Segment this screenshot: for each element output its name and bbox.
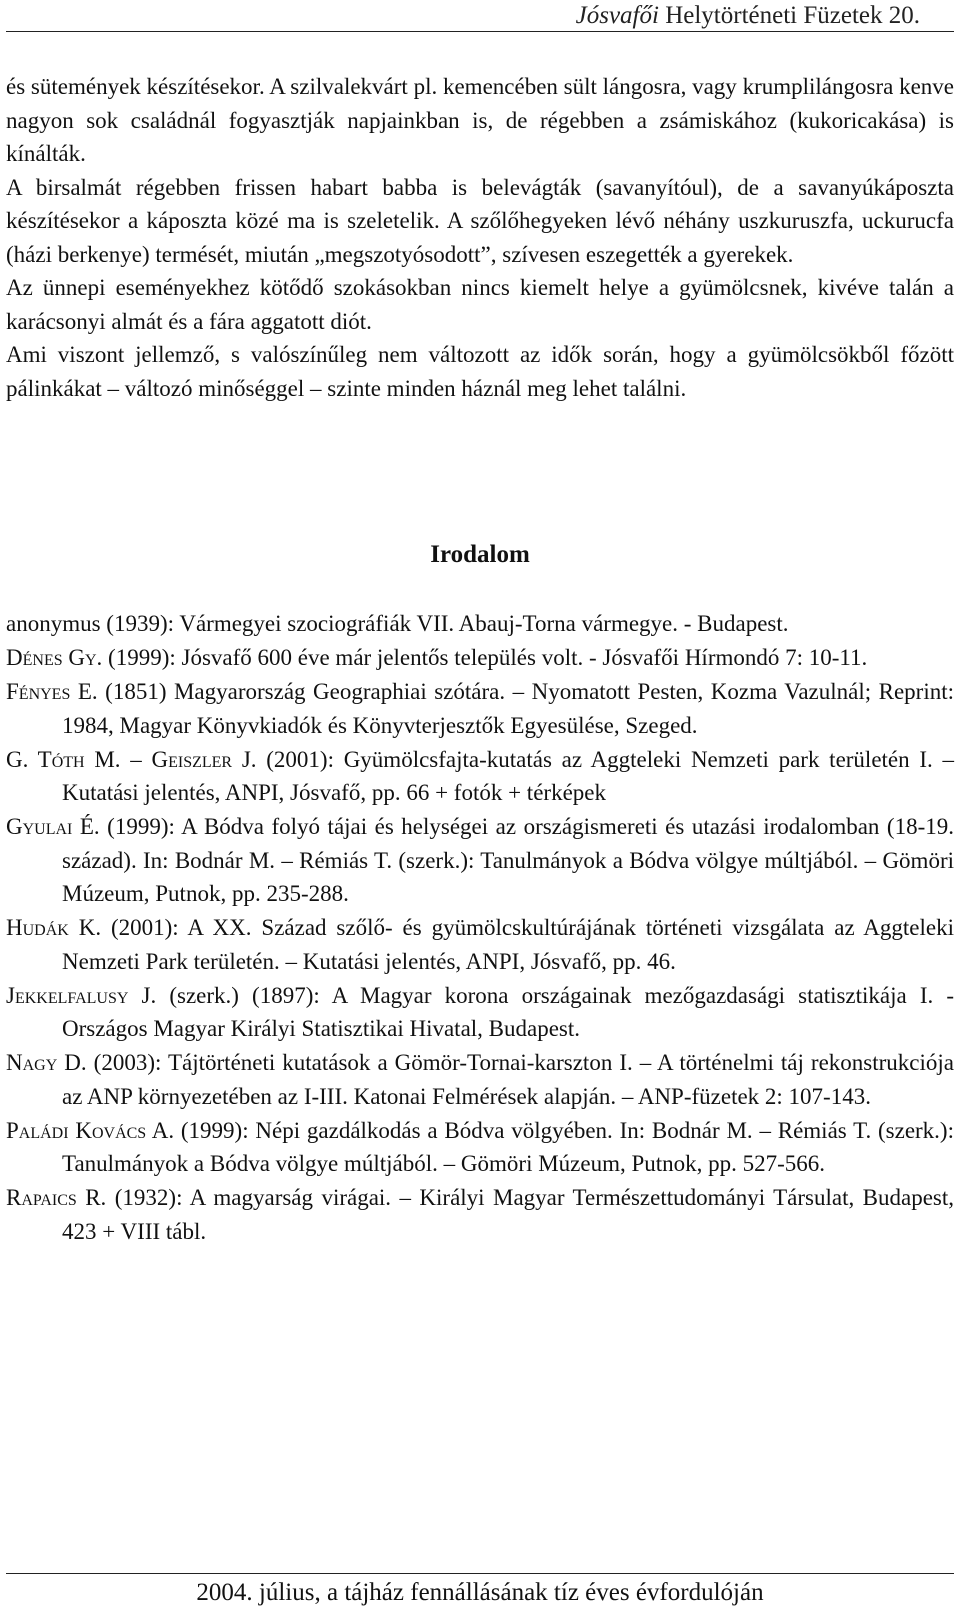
reference-text: anonymus (1939): Vármegyei szociográfiák VII. Abauj-Torna vármegye. - Budapest.	[6, 611, 789, 636]
reference-text: (2003): Tájtörténeti kutatások a Gömör-Tornai-karszton I. – A történelmi táj rekonstrukciója az ANP környezetében az I-III. Katonai Felmérések alapján. – ANP-füzetek 2: 107-143.	[62, 1050, 954, 1109]
reference-item	[6, 911, 954, 978]
reference-text: (1999): Jósvafő 600 éve már jelentős település volt. - Jósvafői Hírmondó 7: 10-11.	[102, 645, 868, 670]
reference-text: (1932): A magyarság virágai. – Királyi Magyar Természettudományi Társulat, Budapest, 423 + VIII tábl.	[62, 1185, 955, 1244]
reference-author: Rapaics R.	[6, 1185, 107, 1210]
header-title-italic: Jósvafői	[575, 2, 659, 29]
reference-list	[6, 607, 954, 1249]
reference-author: Fényes E.	[6, 679, 98, 704]
footer-rule	[6, 1573, 954, 1574]
paragraph: és sütemények készítésekor. A szilvalekvárt pl. kemencében sült lángosra, vagy krumplilángosra kenve nagyon sok családnál fogyasztják napjainkban is, de régebben a zsámiskához (kukoricakása) is kínálták.	[6, 74, 954, 166]
page-header	[0, 0, 960, 34]
reference-author: Gyulai É.	[6, 814, 100, 839]
reference-text: (1999): Népi gazdálkodás a Bódva völgyében. In: Bodnár M. – Rémiás T. (szerk.): Tanulmányok a Bódva völgye múltjából. – Gömöri Múzeum, Putnok, pp. 527-566.	[62, 1117, 954, 1176]
running-header-title	[576, 2, 920, 30]
reference-text: (2001): Gyümölcsfajta-kutatás az Aggteleki Nemzeti park területén I. – Kutatási jelentés, ANPI, Jósvafő, pp. 66 + fotók + térképek	[62, 746, 954, 805]
reference-author: Paládi Kovács A.	[6, 1117, 175, 1143]
reference-item	[6, 675, 954, 742]
body-text	[6, 70, 954, 405]
header-title-rest: Helytörténeti Füzetek 20.	[658, 2, 920, 29]
header-rule	[6, 31, 954, 32]
reference-author: Hudák K.	[6, 915, 102, 940]
reference-text: (1851) Magyarország Geographiai szótára. – Nyomatott Pesten, Kozma Vazulnál; Reprint: 1984, Magyar Könyvkiadók és Könyvterjesztők Egyesülése, Szeged.	[62, 679, 954, 738]
paragraph: Ami viszont jellemző, s valószínűleg nem változott az idők során, hogy a gyümölcsökből főzött pálinkákat – változó minőséggel – szinte minden háznál meg lehet találni.	[6, 342, 954, 401]
reference-item	[6, 641, 954, 675]
reference-text: (1999): A Bódva folyó tájai és helységei az országismereti és utazási irodalomban (18-19. század). In: Bodnár M. – Rémiás T. (szerk.): Tanulmányok a Bódva völgye múltjából. – Gömöri Múzeum, Putnok, pp. 235-288.	[62, 814, 955, 906]
reference-item	[6, 607, 954, 641]
reference-text: (2001): A XX. Század szőlő- és gyümölcskultúrájának történeti vizsgálata az Aggteleki Nemzeti Park területén. – Kutatási jelentés, ANPI, Jósvafő, pp. 46.	[62, 915, 954, 974]
reference-author: G. Tóth M. – Geiszler J.	[6, 746, 257, 772]
section-title: Irodalom	[430, 541, 530, 568]
reference-item	[6, 810, 954, 911]
page-footer: 2004. július, a tájház fennállásának tíz éves évfordulóján	[196, 1579, 764, 1606]
reference-author: Jekkelfalusy J.	[6, 982, 157, 1008]
reference-item	[6, 1046, 954, 1113]
reference-item	[6, 743, 954, 810]
reference-item	[6, 979, 954, 1046]
paragraph: Az ünnepi eseményekhez kötődő szokásokban nincs kiemelt helye a gyümölcsnek, kivéve talán a karácsonyi almát és a fára aggatott diót.	[6, 275, 954, 334]
reference-item	[6, 1114, 954, 1181]
reference-item	[6, 1181, 954, 1248]
reference-author: Nagy D.	[6, 1050, 87, 1075]
reference-author: Dénes Gy.	[6, 645, 103, 670]
reference-text: (szerk.) (1897): A Magyar korona országainak mezőgazdasági statisztikája I. - Országos Magyar Királyi Statisztikai Hivatal, Budapest.	[62, 982, 954, 1041]
paragraph: A birsalmát régebben frissen habart babba is belevágták (savanyítóul), de a savanyúkáposzta készítésekor a káposzta közé ma is szeletelik. A szőlőhegyeken lévő néhány uszkuruszfa, uckurucfa (házi berkenye) termését, miután „megszotyósodott”, szívesen eszegették a gyerekek.	[6, 174, 954, 267]
